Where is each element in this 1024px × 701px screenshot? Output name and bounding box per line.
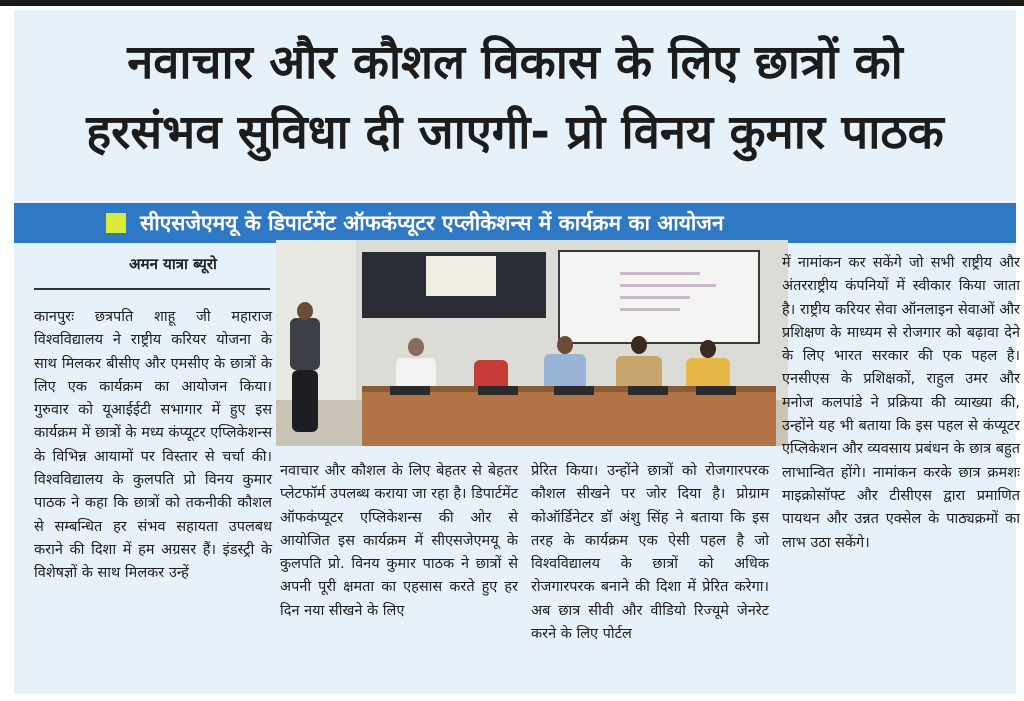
- article-column-2: नवाचार और कौशल के लिए बेहतर से बेहतर प्लेटफॉर्म उपलब्ध कराया जा रहा है। डिपार्टमेंट ऑफकंप्यूटर एप्लिकेशन्स की ओर से आयोजित इस कार्यक्रम में सीएसजेएमयू के कुलपति प्रो. विनय कुमार पाठक ने छात्रों से अपनी पूरी क्षमता का एहसास करते हुए हर दिन नया सीखने के लिए: [280, 463, 518, 619]
- panelist-3: [616, 356, 662, 390]
- bullet-square-icon: [106, 213, 126, 233]
- subheadline-bar: [14, 203, 1016, 243]
- headline-line-1: नवाचार और कौशल विकास के लिए छात्रों को: [127, 35, 903, 90]
- panelist-2: [544, 354, 586, 390]
- article-column-3: प्रेरित किया। उन्होंने छात्रों को रोजगारपरक कौशल सीखने पर जोर दिया है। प्रोग्राम कोऑर्डिनेटर डॉ अंशु सिंह ने बताया कि इस तरह के कार्यक्रम एक ऐसी पहल है जो विश्वविद्यालय के छात्रों को अधिक रोजगारपरक बनाने की दिशा में प्रेरित करेगा। अब छात्र सीवी और वीडियो रिज्यूमे जेनरेट करने के लिए पोर्टल: [531, 463, 769, 643]
- headline: [14, 28, 1016, 168]
- event-photo: [276, 240, 788, 446]
- byline: अमन यात्रा ब्यूरो: [129, 255, 217, 273]
- newspaper-clipping: [14, 10, 1020, 694]
- stage-table: [362, 392, 776, 446]
- projector-screen: [558, 250, 760, 344]
- article-column-1: कानपुरः छत्रपति शाहू जी महाराज विश्वविद्यालय ने राष्ट्रीय करियर योजना के साथ मिलकर बीसीए और एमसीए के छात्रों के लिए एक कार्यक्रम का आयोजन किया। गुरुवार को यूआईईटी सभागार में हुए इस कार्यक्रम में छात्रों के मध्य कंप्यूटर एप्लिकेशन्स के विभिन्न आयामों पर विस्तार से चर्चा की। विश्वविद्यालय के कुलपति प्रो विनय कुमार पाठक ने कहा कि छात्रों को तकनीकी कौशल से सम्बन्धित हर संभव सहायता उपलबध कराने की दिशा में हम अग्रसर हैं। इंडस्ट्री के विशेषज्ञों के साथ मिलकर उन्हें: [34, 309, 272, 582]
- top-border: [0, 0, 1024, 6]
- speaker-person: [290, 318, 320, 370]
- headline-line-2: हरसंभव सुविधा दी जाएगी- प्रो विनय कुमार पाठक: [86, 105, 944, 160]
- subheadline: सीएसजेएमयू के डिपार्टमेंट ऑफकंप्यूटर एप्लीकेशन्स में कार्यक्रम का आयोजन: [140, 211, 724, 235]
- byline-rule: [34, 288, 270, 290]
- article-column-4: में नामांकन कर सकेंगे जो सभी राष्ट्रीय और अंतरराष्ट्रीय कंपनियों में स्वीकार किया जाता है। राष्ट्रीय करियर सेवा ऑनलाइन सेवाओं और प्रशिक्षण के माध्यम से रोजगार को बढ़ावा देने के लिए भारत सरकार की एक पहल है। एनसीएस के प्रशिक्षकों, राहुल उमर और मनोज कलपांडे ने प्रक्रिया की व्याख्या की, उन्होंने यह भी बताया कि इस पहल से कंप्यूटर एप्लिकेशन और व्यवसाय प्रबंधन के छात्र बहुत लाभान्वित होंगे। नामांकन करके छात्र क्रमशः माइक्रोसॉफ्ट और टीसीएस द्वारा प्रमाणित पायथन और उन्नत एक्सेल के पाठ्यक्रमों का लाभ उठा सकेंगे।: [782, 255, 1020, 551]
